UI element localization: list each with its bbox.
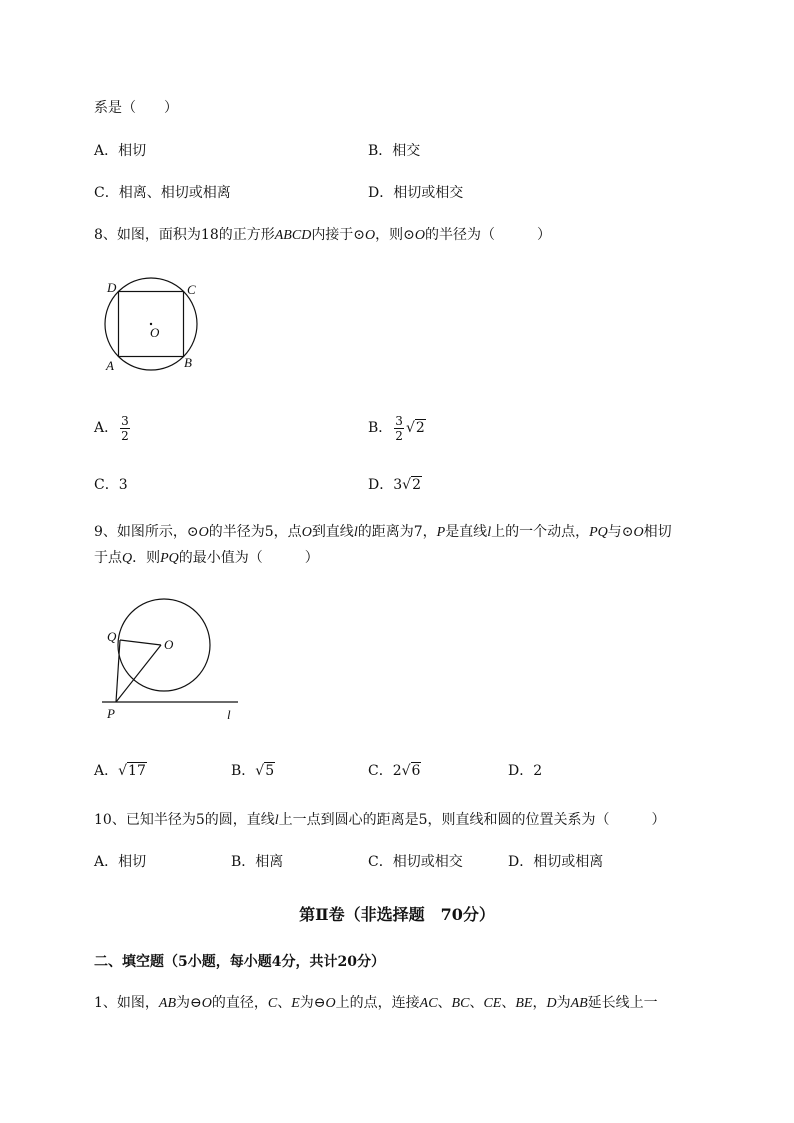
q9-label-l: l bbox=[227, 707, 231, 722]
q8-option-d[interactable]: D．3√2 bbox=[368, 477, 421, 493]
q9-label-p: P bbox=[107, 706, 115, 721]
q9-option-a[interactable]: A．√17 bbox=[94, 763, 146, 779]
q8-figure bbox=[100, 276, 210, 376]
q9-segment-po bbox=[116, 645, 161, 702]
q9-label-o: O bbox=[164, 637, 174, 652]
q10-option-b[interactable]: B．相离 bbox=[231, 854, 284, 870]
fill1-stem: 1、如图，AB为⊖O的直径，C、E为⊖O上的点，连接AC、BC、CE、BE，D为AB延长线上一 bbox=[94, 995, 658, 1011]
q9-figure bbox=[100, 595, 245, 725]
q9-option-b[interactable]: B．√5 bbox=[231, 763, 275, 779]
q7-option-d[interactable]: D．相切或相交 bbox=[368, 185, 464, 201]
q8-option-b[interactable]: B． $\frac{3}{2}$ √2 bbox=[368, 413, 425, 443]
q10-stem: 10、已知半径为5的圆，直线l上一点到圆心的距离是5，则直线和圆的位置关系为（ ） bbox=[94, 812, 666, 828]
q8-option-c[interactable]: C．3 bbox=[94, 477, 128, 493]
q8-option-a[interactable]: A． $\frac{3}{2}$ bbox=[94, 413, 129, 443]
q10-option-a[interactable]: A．相切 bbox=[94, 854, 147, 870]
q9-stem-line2: 于点Q．则PQ的最小值为（ ） bbox=[94, 550, 319, 566]
section-fill-in-heading: 二、填空题（5小题，每小题4分，共计20分） bbox=[94, 954, 385, 970]
q8-label-b: B bbox=[184, 355, 192, 370]
q10-option-d[interactable]: D．相切或相离 bbox=[508, 854, 604, 870]
q8-label-c: C bbox=[187, 282, 196, 297]
q9-segment-qo bbox=[120, 640, 161, 645]
q7-option-b[interactable]: B．相交 bbox=[368, 143, 421, 159]
q7-stem-tail: 系是（ ） bbox=[94, 100, 178, 116]
q7-option-a[interactable]: A．相切 bbox=[94, 143, 147, 159]
part2-title: 第Ⅱ卷（非选择题 70分） bbox=[299, 905, 495, 924]
q9-option-d[interactable]: D．2 bbox=[508, 763, 543, 779]
q9-option-c[interactable]: C．2√6 bbox=[368, 763, 421, 779]
q8-stem: 8、如图，面积为18的正方形ABCD内接于⊙O，则⊙O的半径为（ ） bbox=[94, 227, 552, 243]
q8-label-o: O bbox=[150, 325, 160, 340]
q8-label-d: D bbox=[107, 280, 117, 295]
q7-option-c[interactable]: C．相离、相切或相离 bbox=[94, 185, 231, 201]
q10-option-c[interactable]: C．相切或相交 bbox=[368, 854, 463, 870]
q9-stem-line1: 9、如图所示，⊙O的半径为5，点O到直线l的距离为7，P是直线l上的一个动点，PQ与⊙O相切 bbox=[94, 524, 672, 540]
q9-label-q: Q bbox=[107, 629, 117, 644]
q8-label-a: A bbox=[106, 358, 114, 373]
